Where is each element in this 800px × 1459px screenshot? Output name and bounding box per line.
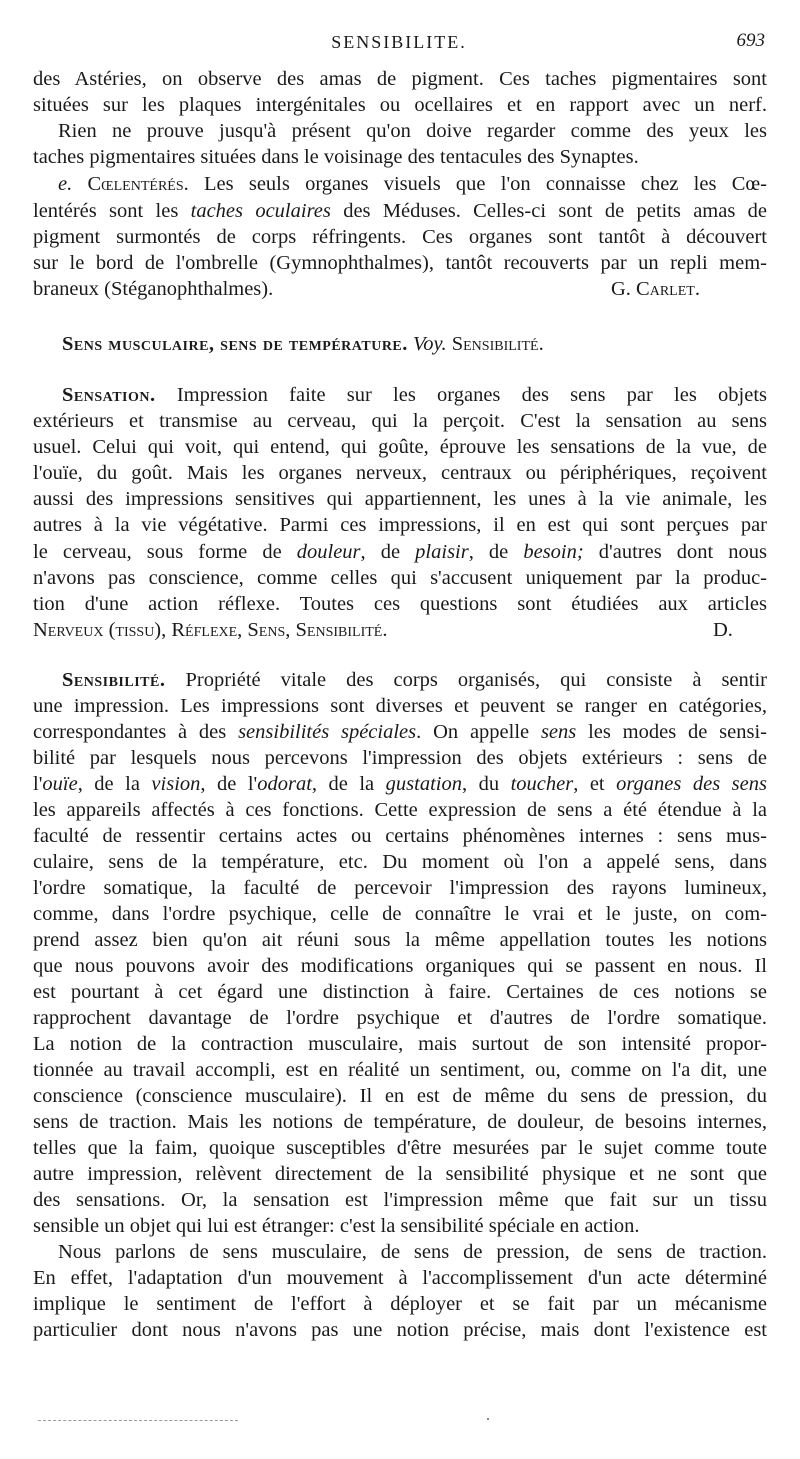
entry-heading: Sensation. bbox=[62, 384, 156, 406]
text-line: sens de traction. Mais les notions de température, de douleur, de besoins internes, bbox=[33, 1111, 767, 1133]
author-signature: D. bbox=[713, 619, 733, 641]
footer-rule bbox=[38, 1420, 238, 1421]
text-line: usuel. Celui qui voit, qui entend, qui goûte, éprouve les sensations de la vue, de bbox=[33, 436, 767, 458]
text-line: taches pigmentaires situées dans le voisinage des tentacules des Synaptes. bbox=[33, 146, 639, 168]
text-line: particulier dont nous n'avons pas une notion précise, mais dont l'existence est bbox=[33, 1319, 767, 1341]
author-signature: G. Carlet. bbox=[611, 278, 700, 300]
text-line: autre impression, relèvent directement de la sensibilité physique et ne sont que bbox=[33, 1163, 767, 1185]
text-line: sur le bord de l'ombrelle (Gymnophthalmes), tantôt recouverts par un repli mem- bbox=[33, 252, 767, 274]
text-line: le cerveau, sous forme de douleur, de plaisir, de besoin; d'autres dont nous bbox=[33, 541, 767, 563]
text-line: aussi des impressions sensitives qui appartiennent, les unes à la vie animale, les bbox=[33, 488, 767, 510]
text-line: Nerveux (tissu), Réflexe, Sens, Sensibilité. D. bbox=[33, 619, 733, 641]
text-line: Nous parlons de sens musculaire, de sens de pression, de sens de traction. bbox=[58, 1241, 767, 1263]
text-line: l'ouïe, du goût. Mais les organes nerveux, centraux ou périphériques, reçoivent bbox=[33, 462, 767, 484]
text-line: lentérés sont les taches oculaires des Méduses. Celles-ci sont de petits amas de bbox=[33, 200, 767, 222]
text-line: bilité par lesquels nous percevons l'impression des objets extérieurs : sens de bbox=[33, 747, 767, 769]
text-line: n'avons pas conscience, comme celles qui s'accusent uniquement par la produc- bbox=[33, 567, 767, 589]
section-letter: e. bbox=[58, 173, 73, 195]
text-line: rapprochent davantage de l'ordre psychique et d'autres de l'ordre somatique. bbox=[33, 1007, 767, 1029]
text-line: des Astéries, on observe des amas de pigment. Ces taches pigmentaires sont bbox=[33, 68, 767, 90]
text-line: comme, dans l'ordre psychique, celle de connaître le vrai et le juste, on com- bbox=[33, 903, 767, 925]
text-line: En effet, l'adaptation d'un mouvement à l'accomplissement d'un acte déterminé bbox=[33, 1267, 767, 1289]
text-line: les appareils affectés à ces fonctions. Cette expression de sens a été étendue à la bbox=[33, 799, 767, 821]
text-line: que nous pouvons avoir des modifications organiques qui se passent en nous. Il bbox=[33, 955, 767, 977]
section-heading: Cœlentérés. bbox=[87, 173, 189, 195]
text-line: des sensations. Or, la sensation est l'impression même que fait sur un tissu bbox=[33, 1189, 767, 1211]
entry-heading: Sensibilité. bbox=[62, 669, 166, 691]
text-line: La notion de la contraction musculaire, mais surtout de son intensité propor- bbox=[33, 1033, 767, 1055]
text-line: culaire, sens de la température, etc. Du moment où l'on a appelé sens, dans bbox=[33, 851, 767, 873]
text-line: est pourtant à cet égard une distinction à faire. Certaines de ces notions se bbox=[33, 981, 767, 1003]
page-number: 693 bbox=[736, 30, 765, 51]
text-line: correspondantes à des sensibilités spéciales. On appelle sens les modes de sensi- bbox=[33, 721, 767, 743]
text-line: pigment surmontés de corps réfringents. Ces organes sont tantôt à découvert bbox=[33, 226, 767, 248]
text-line: une impression. Les impressions sont diverses et peuvent se ranger en catégories, bbox=[33, 695, 767, 717]
entry-sens-musculaire: Sens musculaire, sens de température. Voy. Sensibilité. bbox=[62, 333, 544, 355]
text-line: autres à la vie végétative. Parmi ces impressions, il en est qui sont perçues par bbox=[33, 514, 767, 536]
text-line: telles que la faim, quoique susceptibles d'être mesurées par le sujet comme toute bbox=[33, 1137, 767, 1159]
entry-sensation: Sensation. Impression faite sur les organes des sens par les objets bbox=[62, 384, 767, 406]
text-line: tion d'une action réflexe. Toutes ces questions sont étudiées aux articles bbox=[33, 593, 767, 615]
text-line: implique le sentiment de l'effort à déployer et se fait par un mécanisme bbox=[33, 1293, 767, 1315]
text-line: sensible un objet qui lui est étranger: c'est la sensibilité spéciale en action. bbox=[33, 1215, 640, 1237]
text-line: tionnée au travail accompli, est en réalité un sentiment, ou, comme on l'a dit, une bbox=[33, 1059, 767, 1081]
footer-mark bbox=[487, 1418, 489, 1420]
text-line: l'ordre somatique, la faculté de percevoir l'impression des rayons lumineux, bbox=[33, 877, 767, 899]
text-line: faculté de ressentir certains actes ou certains phénomènes internes : sens mus- bbox=[33, 825, 767, 847]
coelenteres-line: e. Cœlentérés. Les seuls organes visuels que l'on connaisse chez les Cœ- bbox=[58, 173, 767, 195]
text-line: extérieurs et transmise au cerveau, qui la perçoit. C'est la sensation au sens bbox=[33, 410, 767, 432]
text-line: situées sur les plaques intergénitales ou ocellaires et en rapport avec un nerf. bbox=[33, 94, 767, 116]
entry-heading: Sens musculaire, sens de température. bbox=[62, 333, 408, 355]
running-title: SENSIBILITE. bbox=[331, 32, 467, 52]
text-line: conscience (conscience musculaire). Il en est de même du sens de pression, du bbox=[33, 1085, 767, 1107]
text-line: l'ouïe, de la vision, de l'odorat, de la gustation, du toucher, et organes des sens bbox=[33, 773, 767, 795]
text-line: Rien ne prouve jusqu'à présent qu'on doive regarder comme des yeux les bbox=[58, 120, 767, 142]
entry-sensibilite: Sensibilité. Propriété vitale des corps organisés, qui consiste à sentir bbox=[62, 669, 767, 691]
text-line: prend assez bien qu'on ait réuni sous la même appellation toutes les notions bbox=[33, 929, 767, 951]
text-line: braneux (Stéganophthalmes). G. Carlet. bbox=[33, 278, 700, 300]
running-head bbox=[33, 30, 765, 56]
